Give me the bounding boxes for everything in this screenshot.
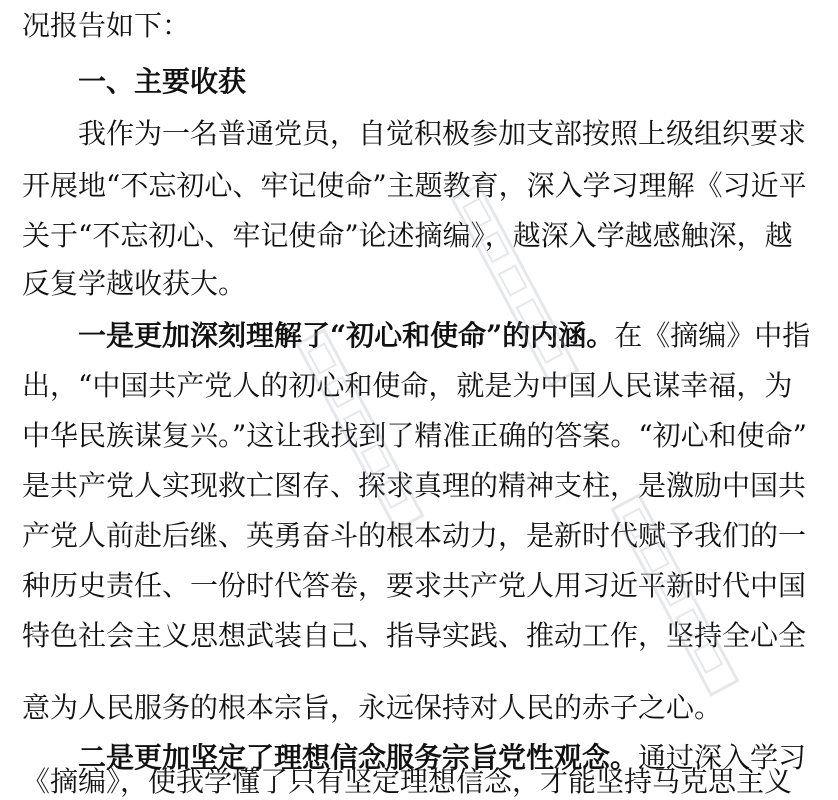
paragraph-3-lead: 二是更加坚定了理想信念服务宗旨党性观念。	[78, 741, 639, 774]
paragraph-2-line-4: 是共产党人实现救亡图存、探求真理的精神支柱，是激励中国共	[22, 469, 807, 502]
paragraph-3-line-2: 《摘编》，使我学懂了只有坚定理想信念，才能坚持马克思主义	[22, 765, 793, 798]
paragraph-2-line-7: 特色社会主义思想武装自己、指导实践、推动工作，坚持全心全	[22, 619, 807, 652]
paragraph-2-line-5: 产党人前赴后继、英勇奋斗的根本动力，是新时代赋予我们的一	[22, 519, 807, 552]
paragraph-2-lead: 一是更加深刻理解了“初心和使命”的内涵。	[78, 319, 615, 352]
paragraph-2-line-8: 意为人民服务的根本宗旨，永远保持对人民的赤子之心。	[22, 691, 723, 724]
paragraph-2-line-1	[78, 318, 811, 354]
text-line-1: 况报告如下：	[22, 9, 191, 42]
paragraph-3-tail: 通过深入学习	[638, 741, 807, 774]
section-heading: 一、主要收获	[78, 65, 247, 98]
paragraph-1-line-3: 关于“不忘初心、牢记使命”论述摘编》，越深入学越感触深，越	[22, 219, 793, 252]
paragraph-1-line-1: 我作为一名普通党员，自觉积极参加支部按照上级组织要求	[78, 117, 807, 150]
paragraph-2-line-6: 种历史责任、一份时代答卷，要求共产党人用习近平新时代中国	[22, 569, 807, 602]
paragraph-2-line-2: 出，“中国共产党人的初心和使命，就是为中国人民谋幸福，为	[22, 369, 793, 402]
paragraph-2-line-3: 中华民族谋复兴。”这让我找到了精准正确的答案。“初心和使命”	[22, 419, 807, 452]
paragraph-1-line-4: 反复学越收获大。	[22, 267, 247, 300]
paragraph-1-line-2: 开展地“不忘初心、牢记使命”主题教育，深入学习理解《习近平	[22, 169, 807, 202]
paragraph-2-tail: 在《摘编》中指	[614, 319, 811, 352]
